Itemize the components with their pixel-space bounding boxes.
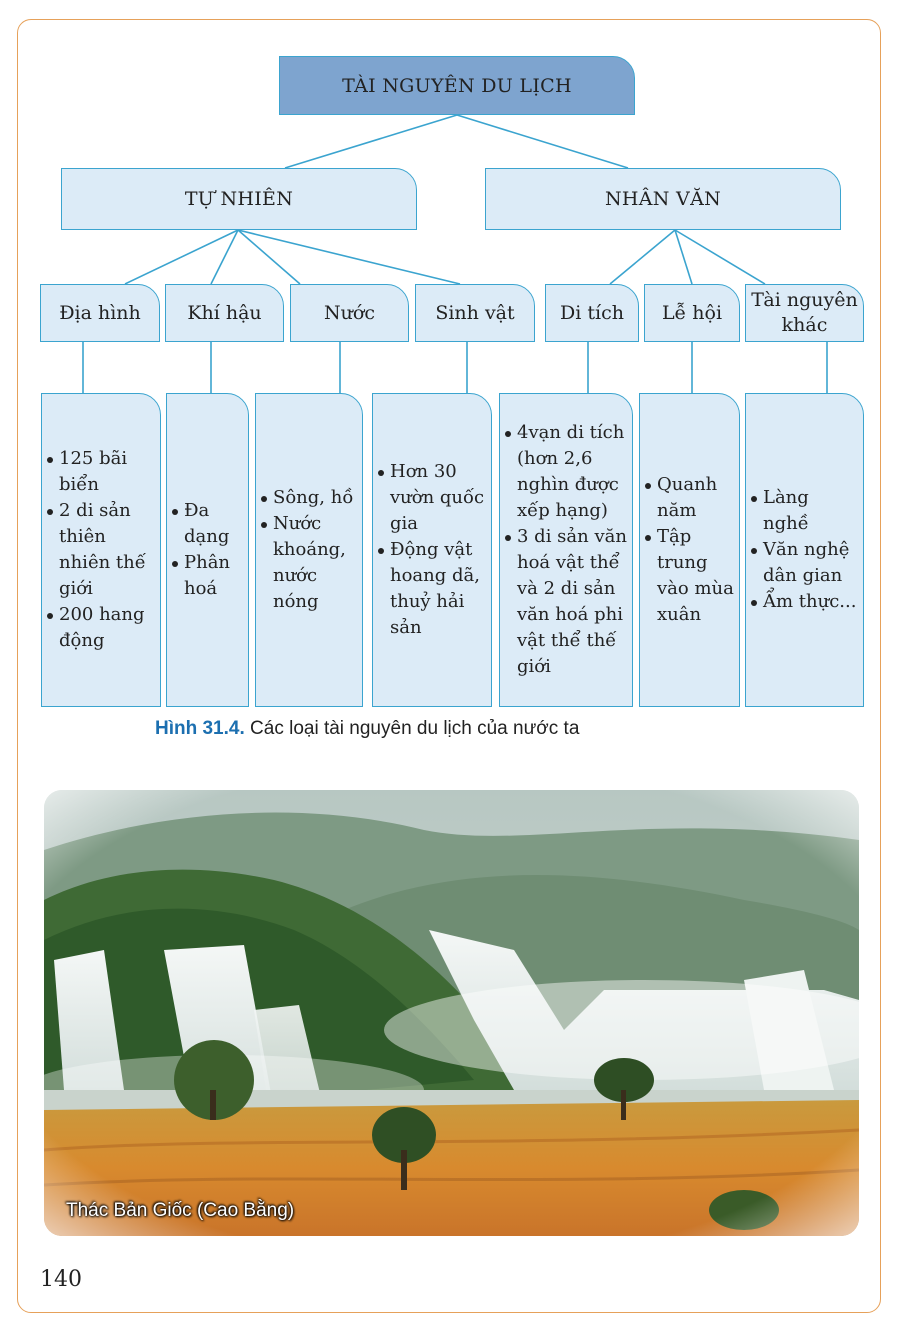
figure-caption-text: Các loại tài nguyên du lịch của nước ta [244,718,580,739]
detail-climate [166,393,249,707]
category-biology-label: Sinh vật [435,301,515,324]
figure-caption-label: Hình 31.4. [155,718,245,739]
list-item: 200 hang động [46,602,156,654]
detail-terrain [41,393,161,707]
figure-caption [155,718,579,740]
list-item: Làng nghề [750,485,859,537]
category-terrain-label: Địa hình [59,301,141,324]
list-item: 2 di sản thiên nhiên thế giới [46,498,156,602]
list-item: Quanh năm [644,472,735,524]
category-climate [165,284,284,342]
list-item: Văn nghệ dân gian [750,537,859,589]
category-water [290,284,409,342]
category-biology [415,284,535,342]
detail-other [745,393,864,707]
branch-natural-title: TỰ NHIÊN [184,188,294,210]
link-root-human [457,115,628,168]
link-natural-biology [238,230,460,284]
category-festival [644,284,740,342]
category-festival-label: Lễ hội [661,301,723,324]
category-other-label: Tài nguyên khác [751,289,858,336]
category-climate-label: Khí hậu [187,301,262,324]
list-item: Sông, hồ [260,485,358,511]
link-human-relic [610,230,675,284]
diagram-root-node [279,56,635,115]
branch-natural-node [61,168,417,230]
list-item: Nước khoáng, nước nóng [260,511,358,615]
page-number: 140 [40,1267,82,1292]
photo-caption: Thác Bản Giốc (Cao Bằng) [66,1200,295,1221]
list-item: Tập trung vào mùa xuân [644,524,735,628]
detail-biology [372,393,492,707]
category-terrain [40,284,160,342]
link-natural-terrain [125,230,238,284]
list-item: 4vạn di tích (hơn 2,6 nghìn được xếp hạng) [504,420,628,524]
link-natural-climate [211,230,238,284]
list-item: Hơn 30 vườn quốc gia [377,459,487,537]
link-root-natural [285,115,457,168]
link-human-other [675,230,765,284]
category-relic [545,284,639,342]
detail-relic [499,393,633,707]
waterfall-photo [44,790,859,1236]
category-water-label: Nước [324,301,375,324]
list-item: 125 bãi biển [46,446,156,498]
detail-water [255,393,363,707]
list-item: Đa dạng [171,498,244,550]
waterfall-illustration [44,790,859,1236]
root-title: TÀI NGUYÊN DU LỊCH [342,74,572,97]
category-relic-label: Di tích [560,301,624,324]
list-item: Động vật hoang dã, thuỷ hải sản [377,537,487,641]
list-item: Ẩm thực... [750,589,859,615]
branch-human-node [485,168,841,230]
list-item: Phân hoá [171,550,244,602]
branch-human-title: NHÂN VĂN [604,188,722,210]
category-other [745,284,864,342]
list-item: 3 di sản văn hoá vật thể và 2 di sản văn hoá phi vật thể thế giới [504,524,628,680]
detail-festival [639,393,740,707]
